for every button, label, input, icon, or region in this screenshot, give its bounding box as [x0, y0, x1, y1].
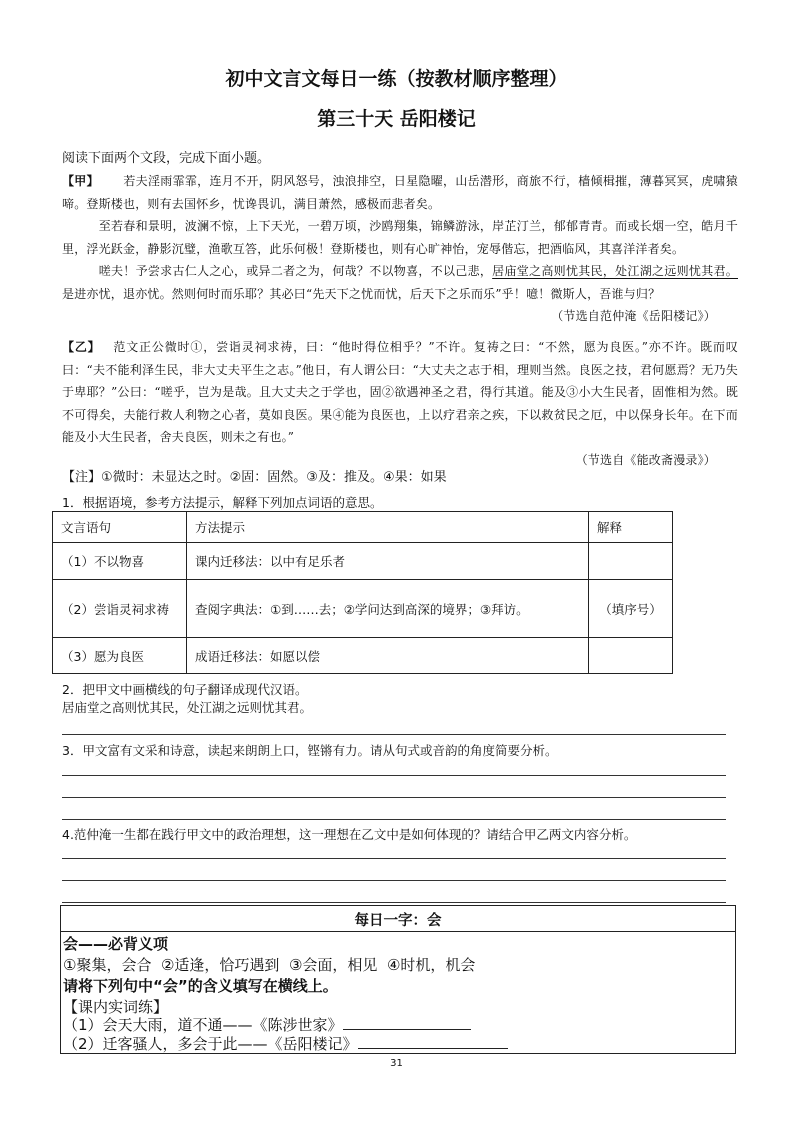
passage-jia-p1: 若夫淫雨霏霏，连月不开，阴风怒号，浊浪排空，日星隐曜，山岳潜形，商旅不行，樯倾楫摧，薄暮冥冥，虎啸猿啼。登斯楼也，则有去国怀乡，忧谗畏讥，满目萧然，感极而悲者矣。	[62, 174, 738, 211]
practice-item	[63, 1033, 508, 1054]
answer-line[interactable]	[62, 819, 726, 820]
daily-word-title: 每日一字：会	[354, 913, 442, 929]
passage-yi-text-c: 欲遇神圣之君，得行其道。能及	[394, 385, 567, 399]
answer-line[interactable]	[62, 880, 726, 881]
practice-item-text: （2）迁客骚人，多会于此——《岳阳楼记》	[63, 1035, 358, 1053]
passage-yi	[62, 336, 738, 471]
footnote-mark-2: ②	[381, 385, 395, 399]
passage-jia-p2: 至若春和景明，波澜不惊，上下天光，一碧万顷，沙鸥翔集，锦鳞游泳，岸芷汀兰，郁郁青青。而或长烟一空，皓月千里，浮光跃金，静影沉璧，渔歌互答，此乐何极！登斯楼也，则有心旷神怡，宠辱偕忘，把酒临风，其喜洋洋者矣。	[62, 219, 738, 256]
passage-jia-p3-before: 嗟夫！予尝求古仁人之心，或异二者之为，何哉？不以物喜，不以己悲，	[98, 264, 493, 278]
answer-blank[interactable]	[343, 1014, 471, 1030]
annotations: 【注】①微时：未显达之时。②固：固然。③及：推及。④果：如果	[62, 470, 447, 485]
passage-jia	[62, 170, 738, 328]
question-3-prompt: 3．甲文富有文采和诗意，读起来朗朗上口，铿锵有力。请从句式或音韵的角度简要分析。	[62, 743, 558, 758]
phrase-cell: （3）愿为良医	[53, 638, 187, 674]
passage-yi-text-e: 能为良医也，上以疗君亲之疾，下以救贫民之厄，中以保身长年。在下而能及小大生民者，舍夫良医，则未之有也。”	[62, 407, 738, 444]
instructions: 阅读下面两个文段，完成下面小题。	[62, 151, 271, 166]
passage-yi-text-b: ，尝诣灵祠求祷，曰：“他时得位相乎？”不许。复祷之曰：“不然，愿为良医。”亦不许。既而叹曰：“夫不能利泽生民，非大丈夫平生之志。”他日，有人谓公曰：“大丈夫之志于相，理则当然。良医之技，君何愿焉？无乃失于卑耶？”公曰：“嗟乎，岂为是哉。且大丈夫之于学也，固	[62, 340, 738, 399]
daily-word-heading: 会——必背义项	[63, 935, 169, 953]
hint-cell: 查阅字典法：①到……去；②学问达到高深的境界；③拜访。	[187, 580, 589, 638]
question-2-sentence: 居庙堂之高则忧其民，处江湖之远则忧其君。	[62, 700, 313, 715]
table-row	[53, 580, 673, 638]
passage-jia-p3-after: 是进亦忧，退亦忧。然则何时而乐耶？其必曰“先天下之忧而忧，后天下之乐而乐”乎！噫！微斯人，吾谁与归？	[62, 286, 661, 301]
table-header-cell: 解释	[589, 512, 673, 543]
lesson-subtitle: 第三十天 岳阳楼记	[317, 108, 476, 130]
passage-yi-tag: 【乙】	[62, 340, 101, 354]
table-row	[53, 638, 673, 674]
page-number: 31	[390, 1058, 403, 1069]
answer-cell[interactable]	[589, 638, 673, 674]
practice-item	[63, 1014, 471, 1035]
daily-word-meanings: ①聚集，会合 ②适逢，恰巧遇到 ③会面，相见 ④时机，机会	[63, 956, 476, 974]
table-row	[53, 543, 673, 580]
hint-cell: 课内迁移法：以中有足乐者	[187, 543, 589, 580]
phrase-cell: （2）尝诣灵祠求祷	[53, 580, 187, 638]
table-header-cell: 方法提示	[187, 512, 589, 543]
phrase-cell: （1）不以物喜	[53, 543, 187, 580]
answer-cell[interactable]	[589, 543, 673, 580]
vocabulary-table	[52, 511, 673, 674]
page-title: 初中文言文每日一练（按教材顺序整理）	[225, 68, 568, 90]
answer-line[interactable]	[62, 797, 726, 798]
question-1-prompt: 1．根据语境，参考方法提示，解释下列加点词语的意思。	[62, 495, 383, 510]
footnote-mark-4: ④	[332, 407, 345, 422]
passage-yi-text-d: 小大生民者，固惟相为然。既不可得矣，夫能行救人利物之心者，莫如良医。果	[62, 385, 739, 422]
passage-yi-source: （节选自《能改斋漫录》）	[575, 452, 716, 467]
table-header-cell: 文言语句	[53, 512, 187, 543]
underlined-sentence: 居庙堂之高则忧其民，处江湖之远则忧其君。	[492, 264, 738, 278]
answer-blank[interactable]	[358, 1033, 508, 1049]
question-2-prompt: 2．把甲文中画横线的句子翻译成现代汉语。	[62, 682, 308, 697]
answer-cell[interactable]: （填序号）	[589, 580, 673, 638]
answer-line[interactable]	[62, 858, 726, 859]
passage-yi-text-a: 范文正公微时	[112, 340, 191, 354]
passage-jia-source: （节选自范仲淹《岳阳楼记》）	[551, 309, 716, 323]
table-header-row	[53, 512, 673, 543]
question-4-prompt: 4.范仲淹一生都在践行甲文中的政治理想，这一理想在乙文中是如何体现的？请结合甲乙两文内容分析。	[62, 827, 637, 842]
passage-jia-tag: 【甲】	[62, 174, 99, 188]
daily-word-divider	[61, 931, 735, 932]
answer-line[interactable]	[62, 902, 726, 903]
practice-label: 【课内实词练】	[63, 998, 169, 1016]
answer-line[interactable]	[62, 775, 726, 776]
footnote-mark-1: ①	[190, 340, 204, 354]
daily-word-box	[60, 905, 736, 1054]
footnote-mark-3: ③	[566, 385, 579, 399]
hint-cell: 成语迁移法：如愿以偿	[187, 638, 589, 674]
daily-word-instruction: 请将下列句中“会”的含义填写在横线上。	[63, 977, 338, 995]
answer-line[interactable]	[62, 734, 726, 735]
practice-item-text: （1）会天大雨，道不通——《陈涉世家》	[63, 1016, 343, 1034]
